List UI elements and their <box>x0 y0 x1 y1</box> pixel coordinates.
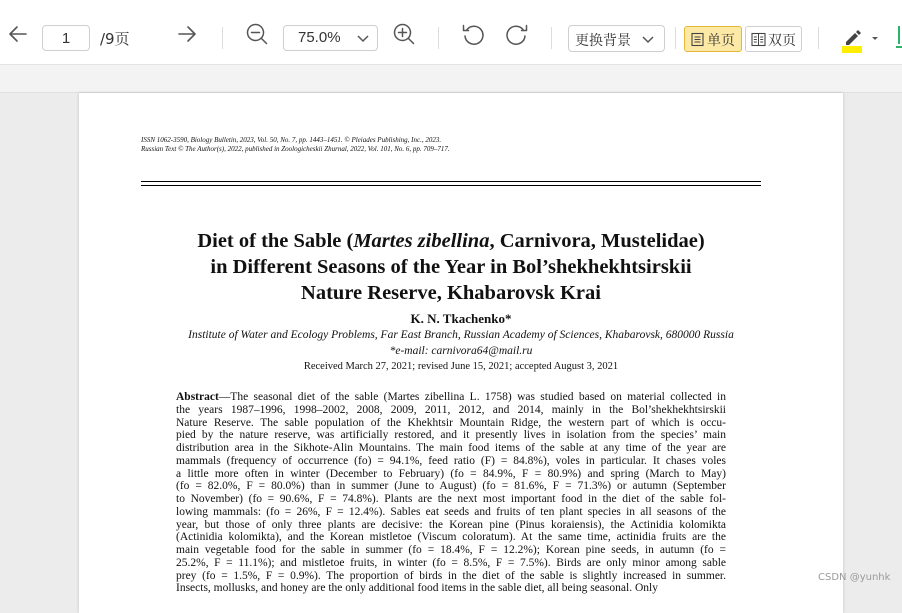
pdf-page <box>79 93 843 613</box>
title-species-name: Martes zibellina <box>353 230 490 252</box>
author-email: *e-mail: carnivora64@mail.ru <box>389 345 533 357</box>
chevron-down-icon <box>355 30 371 46</box>
pdf-toolbar <box>0 0 902 65</box>
abstract-line: (Actinidia kolomikta), and the Korean mistletoe (Viscum coloratum). At the same time, actinidia fruits are the <box>176 531 726 544</box>
toolbar-divider <box>438 27 439 49</box>
abstract-line: main vegetable food for the sable in summer (fo = 18.4%, F = 12.2%); Korean pine seeds, in autumn (fo = <box>176 544 726 556</box>
abstract-line: (fo = 82.0%, F = 80.0%) than in summer (June to August) (fo = 81.6%, F = 71.3%) or autumn (September <box>176 480 726 493</box>
abstract-line: mammals (frequency of occurrence (fo) = 94.1%, feed ratio (F) = 84.8%), voles in particular. It chases voles <box>176 454 726 467</box>
change-background-select[interactable] <box>568 25 665 52</box>
change-background-label: 更换背景 <box>575 33 631 49</box>
title-line: in Different Seasons of the Year in Bol’shekhekhtsirskii <box>210 256 692 278</box>
toolbar-divider <box>818 27 819 49</box>
abstract-line: Abstract—The seasonal diet of the sable (Martes zibellina L. 1758) was studied based on material collected in <box>176 391 726 403</box>
single-page-label: 单页 <box>707 33 735 49</box>
double-page-label: 双页 <box>768 33 796 49</box>
toolbar-divider <box>222 27 223 49</box>
article-title <box>119 228 783 306</box>
abstract <box>176 391 726 595</box>
single-page-icon <box>690 32 705 47</box>
double-page-button[interactable] <box>745 26 802 52</box>
zoom-out-icon[interactable] <box>245 22 269 46</box>
title-line: Nature Reserve, Khabarovsk Krai <box>301 282 601 304</box>
received-dates: Received March 27, 2021; revised June 15, 2021; accepted August 3, 2021 <box>303 361 619 372</box>
rotate-cw-icon[interactable] <box>505 22 529 46</box>
abstract-line: year, but those of only three plants are decisive: the Korean pine (Pinus koraiensis), the Actinidia kolomikta <box>176 518 726 531</box>
page-number-input[interactable] <box>42 25 90 51</box>
title-line: Diet of the Sable (Martes zibellina, Carnivora, Mustelidae) <box>197 230 705 252</box>
highlighter-tool[interactable] <box>842 25 882 55</box>
abstract-line: lowing mammals: (fo = 26%, F = 12.4%). Sables eat seeds and fruits of ten plant species in all seasons of the <box>176 505 726 518</box>
zoom-value: 75.0% <box>298 29 341 46</box>
page-total-label: /9页 <box>100 30 130 48</box>
abstract-line: 25.2%, F = 11.1%); and mistletoe fruits, in winter (fo = 8.5%, F = 7.5%). Birds are only minor among sable <box>176 556 726 569</box>
arrow-right-icon[interactable] <box>175 22 199 46</box>
chevron-down-icon <box>640 31 656 47</box>
abstract-line: a little more often in winter (December to February) (fo = 84.9%, F = 80.9%) and spring (March to May) <box>176 467 726 480</box>
header-rule <box>141 181 761 182</box>
zoom-in-icon[interactable] <box>392 22 416 46</box>
abstract-line: Insects, mollusks, and honey are the only additional food items in the sable diet, all being seasonal. Only <box>176 582 658 595</box>
author-name: K. N. Tkachenko* <box>410 311 512 326</box>
abstract-line: Nature Reserve. The sable population of the Khekhtsir Mountain Ridge, the western part of which is occu- <box>176 416 726 429</box>
highlighter-icon <box>842 30 862 53</box>
toolbar-divider <box>551 27 552 49</box>
secondary-bar <box>0 65 902 93</box>
partial-edit-icon[interactable] <box>896 22 902 50</box>
abstract-line: to November) (fo = 90.6%, F = 74.8%). Plants are the next most important food in the diet of the sable fol- <box>176 493 726 505</box>
abstract-lead: Abstract <box>176 391 219 403</box>
single-page-button[interactable] <box>684 26 742 52</box>
zoom-select[interactable] <box>283 25 378 51</box>
double-page-icon <box>751 32 766 47</box>
abstract-line: prey (fo = 1.5%, F = 0.9%). The proportion of birds in the diet of the sable is slightly increased in summer. <box>176 569 726 582</box>
toolbar-divider <box>675 27 676 49</box>
journal-header-line1: ISSN 1062-3590, Biology Bulletin, 2023, Vol. 50, No. 7, pp. 1443–1451. © Pleiades Publishing, Inc., 2023. <box>141 136 442 144</box>
arrow-left-icon[interactable] <box>6 22 30 46</box>
abstract-line: distribution area in the Sikhote-Alin Mountains. The main food items of the sable at any time of the year are <box>176 442 726 454</box>
journal-header-line2: Russian Text © The Author(s), 2022, published in Zoologicheskii Zhurnal, 2022, Vol. 101, No. 6, pp. 709–717. <box>141 144 450 153</box>
abstract-line: the years 1987–1996, 1998–2002, 2008, 2009, 2011, 2012, and 2014, mainly in the Bol’shekhekhtsirskii <box>176 403 726 416</box>
abstract-line: pied by the nature reserve, was artificially restored, and it presently lives in isolation from the species’ main <box>176 429 726 442</box>
header-rule <box>141 185 761 186</box>
watermark: CSDN @yunhk <box>818 572 891 583</box>
journal-header <box>141 136 450 153</box>
caret-down-icon <box>872 37 878 40</box>
rotate-ccw-icon[interactable] <box>461 22 485 46</box>
author-affiliation: Institute of Water and Ecology Problems, Far East Branch, Russian Academy of Sciences, Khabarovsk, 680000 Russia <box>188 329 734 341</box>
